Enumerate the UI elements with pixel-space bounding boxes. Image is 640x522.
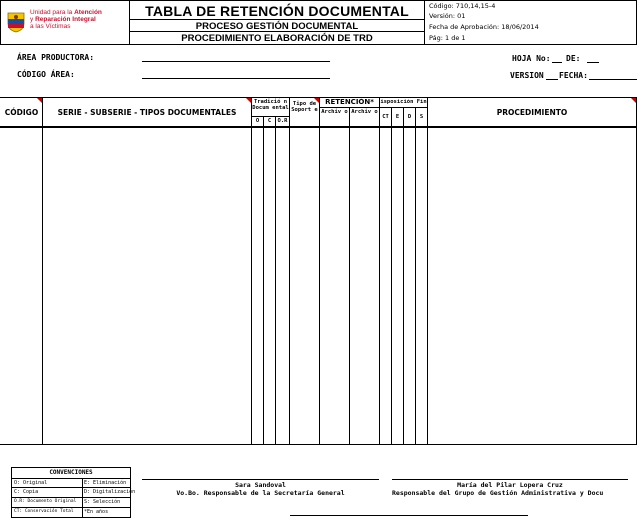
signer-name-left: Sara Sandoval: [235, 481, 286, 489]
tradition-original-r: O.R: [277, 118, 288, 124]
disposition-elimination: E: [395, 114, 400, 120]
logo-text-3: a las Víctimas: [30, 23, 71, 30]
logo-text-1b: Atención: [74, 9, 102, 16]
conventions-box: [11, 467, 136, 518]
conventions-title: CONVENCIONES: [49, 469, 93, 476]
signature-line-left: [142, 479, 379, 480]
column-header-retention: RETENCIÓN*: [325, 98, 374, 106]
signature-line-bottom: [290, 515, 528, 516]
sheet-of-label: DE:: [566, 54, 581, 63]
sheet-of-input-line[interactable]: [587, 62, 599, 63]
signer-role-right: Responsable del Grupo de Gestión Administrativa y Docu: [392, 489, 604, 497]
logo-text-1: Unidad para la: [30, 9, 75, 16]
disposition-total-conservation: CT: [382, 114, 389, 120]
column-header-procedure: PROCEDIMIENTO: [496, 108, 568, 117]
comment-marker: [631, 98, 636, 103]
document-title: TABLA DE RETENCIÓN DOCUMENTAL: [145, 3, 409, 19]
comment-marker: [246, 98, 251, 103]
area-code-label: CÓDIGO ÁREA:: [17, 70, 75, 79]
convention-item: S: Selección: [84, 499, 121, 505]
logo-text-2b: Reparación Integral: [35, 16, 96, 23]
sheet-number-input-line[interactable]: [552, 62, 562, 63]
area-label: ÁREA PRODUCTORA:: [17, 53, 95, 62]
sheet-number-label: HOJA No:: [512, 54, 551, 63]
version-input-line[interactable]: [546, 79, 558, 80]
colombia-shield-icon: [6, 11, 26, 33]
convention-item: CT: Conservación Total: [14, 509, 74, 514]
approval-date: Fecha de Aprobación: 18/06/2014: [429, 23, 539, 31]
signer-role-left: Vo.Bo. Responsable de la Secretaría General: [176, 489, 345, 497]
area-input-line[interactable]: [142, 61, 330, 62]
column-header-tradition: Tradició n Docum ental: [252, 99, 289, 111]
disposition-digitalization: D: [407, 114, 412, 120]
tradition-original: O: [255, 118, 260, 124]
signer-name-right: María del Pilar Lopera Cruz: [457, 481, 563, 489]
comment-marker: [37, 98, 42, 103]
retention-archive-central: Archiv o: [351, 109, 378, 115]
convention-item: C: Copia: [14, 489, 39, 495]
page-number: Pág: 1 de 1: [429, 34, 466, 42]
process-name: PROCESO GESTIÓN DOCUMENTAL: [195, 21, 359, 32]
convention-item: O: Original: [14, 480, 48, 486]
column-header-series: SERIE - SUBSERIE - TIPOS DOCUMENTALES: [57, 108, 237, 117]
convention-item: D: Digitalización: [84, 489, 136, 495]
logo-text-2: y: [30, 16, 36, 23]
column-header-support: Tipo de Soport e: [291, 101, 318, 113]
date-label: FECHA:: [559, 71, 588, 80]
document-code: Código: 710,14,15-4: [429, 2, 496, 10]
disposition-selection: S: [419, 114, 424, 120]
convention-item: *En años: [84, 509, 109, 515]
version-label: VERSION: [510, 71, 544, 80]
column-header-code: CÓDIGO: [4, 108, 39, 117]
column-header-disposition: isposición Fin: [380, 99, 427, 105]
logo: [6, 10, 126, 36]
tradition-copy: C: [267, 118, 272, 124]
signature-line-right: [392, 479, 628, 480]
convention-item: E: Eliminación: [84, 480, 127, 486]
area-code-input-line[interactable]: [142, 78, 330, 79]
retention-archive-management: Archiv o: [321, 109, 348, 115]
convention-item: O.R: Documento Original: [14, 499, 77, 504]
date-input-line[interactable]: [589, 79, 637, 80]
procedure-name: PROCEDIMIENTO ELABORACIÓN DE TRD: [181, 33, 373, 44]
document-version: Versión: 01: [429, 12, 466, 20]
